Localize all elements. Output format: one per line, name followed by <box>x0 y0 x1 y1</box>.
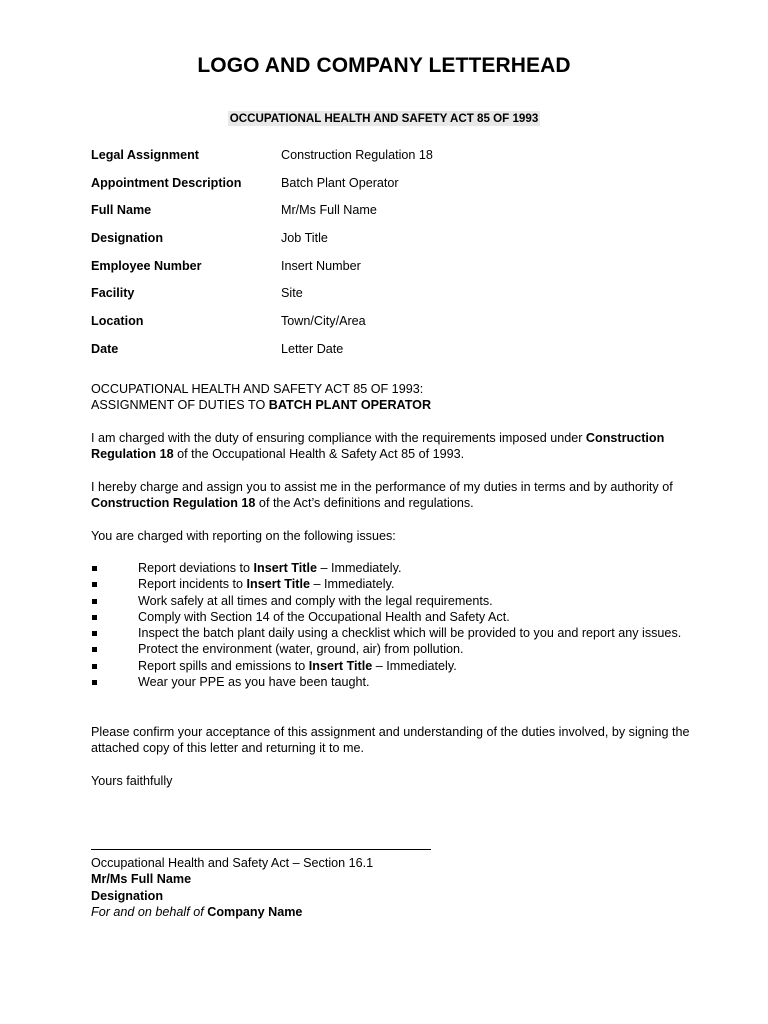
square-bullet-icon <box>92 631 97 636</box>
list-item: Comply with Section 14 of the Occupational Health and Safety Act. <box>91 609 701 625</box>
list-item: Protect the environment (water, ground, air) from pollution. <box>91 641 701 657</box>
square-bullet-icon <box>92 680 97 685</box>
detail-value: Batch Plant Operator <box>281 175 399 190</box>
behalf-prefix: For and on behalf of <box>91 904 208 919</box>
detail-label: Legal Assignment <box>91 148 199 162</box>
detail-value: Insert Number <box>281 258 361 273</box>
para2-regulation: Construction Regulation 18 <box>91 496 256 511</box>
list-item: Report deviations to Insert Title – Immediately. <box>91 560 701 576</box>
signature-designation: Designation <box>91 888 164 903</box>
closing: Yours faithfully <box>91 774 173 788</box>
detail-label: Full Name <box>91 203 152 218</box>
para1-regulation: Construction Regulation 18 <box>91 431 665 462</box>
signature-behalf <box>91 904 701 920</box>
heading-line-2-role: BATCH PLANT OPERATOR <box>268 398 432 413</box>
list-item: Wear your PPE as you have been taught. <box>91 674 701 690</box>
para1-text: I am charged with the duty of ensuring compliance with the requirements imposed under <box>91 431 586 445</box>
square-bullet-icon <box>92 566 97 571</box>
paragraph-reporting-intro: You are charged with reporting on the following issues: <box>91 529 396 543</box>
detail-row-employee-number <box>91 259 433 287</box>
detail-row-full-name <box>91 203 433 231</box>
assignment-heading <box>91 381 701 414</box>
detail-value: Town/City/Area <box>281 314 366 329</box>
list-item: Inspect the batch plant daily using a checklist which will be provided to you and report any issues. <box>91 625 701 641</box>
detail-value: Site <box>281 286 303 301</box>
act-title-text: OCCUPATIONAL HEALTH AND SAFETY ACT 85 OF 1993 <box>229 112 539 125</box>
list-item: Report incidents to Insert Title – Immediately. <box>91 576 701 592</box>
detail-value: Job Title <box>281 231 328 246</box>
para2-text: I hereby charge and assign you to assist me in the performance of my duties in terms and by authority of <box>91 480 673 494</box>
detail-label: Facility <box>91 286 135 301</box>
list-item: Work safely at all times and comply with the legal requirements. <box>91 593 701 609</box>
paragraph-compliance <box>91 430 701 463</box>
detail-row-legal-assignment <box>91 148 433 176</box>
letterhead-title: LOGO AND COMPANY LETTERHEAD <box>197 54 571 77</box>
detail-label: Date <box>91 341 119 356</box>
square-bullet-icon <box>92 582 97 587</box>
heading-line-2 <box>91 397 701 413</box>
detail-label: Appointment Description <box>91 175 242 190</box>
paragraph-confirmation: Please confirm your acceptance of this assignment and understanding of the duties involved, by signing the attached copy of this letter and returning it to me. <box>91 725 690 756</box>
signature-name: Mr/Ms Full Name <box>91 872 192 887</box>
detail-value: Construction Regulation 18 <box>281 148 433 162</box>
detail-row-date <box>91 342 433 370</box>
detail-row-facility <box>91 286 433 314</box>
square-bullet-icon <box>92 615 97 620</box>
act-title <box>0 111 768 125</box>
detail-value: Mr/Ms Full Name <box>281 203 377 218</box>
heading-line-2-prefix: ASSIGNMENT OF DUTIES TO <box>91 398 269 413</box>
detail-label: Location <box>91 314 144 329</box>
paragraph-assignment <box>91 479 701 512</box>
detail-label: Employee Number <box>91 258 202 273</box>
square-bullet-icon <box>92 647 97 652</box>
list-item: Report spills and emissions to Insert Title – Immediately. <box>91 658 701 674</box>
detail-row-appointment-description <box>91 176 433 204</box>
detail-row-location <box>91 314 433 342</box>
signature-act-reference: Occupational Health and Safety Act – Section 16.1 <box>91 856 374 870</box>
company-name: Company Name <box>207 904 303 919</box>
detail-label: Designation <box>91 231 164 246</box>
para2-text-end: of the Act’s definitions and regulations. <box>255 496 474 511</box>
detail-value: Letter Date <box>281 341 344 356</box>
heading-line-1: OCCUPATIONAL HEALTH AND SAFETY ACT 85 OF 1993: <box>91 382 424 396</box>
signature-line <box>91 849 431 850</box>
details-table <box>91 148 433 370</box>
para1-text-end: of the Occupational Health & Safety Act 85 of 1993. <box>173 447 465 462</box>
detail-row-designation <box>91 231 433 259</box>
square-bullet-icon <box>92 664 97 669</box>
duties-list <box>91 560 701 690</box>
signature-block <box>91 855 701 920</box>
square-bullet-icon <box>92 599 97 604</box>
